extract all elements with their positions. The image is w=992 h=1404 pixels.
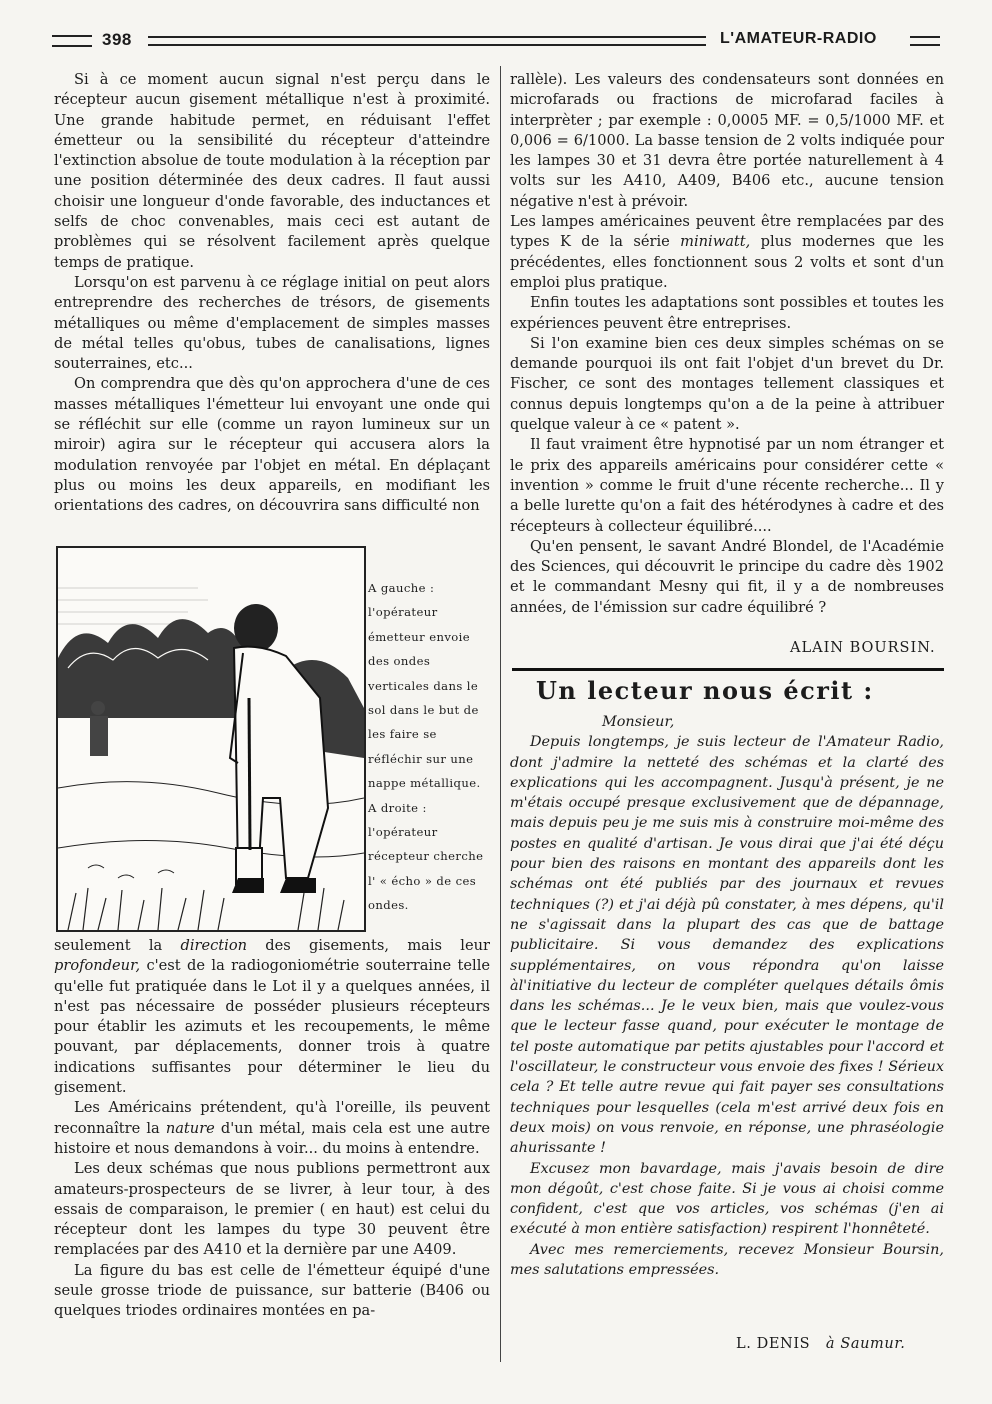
paragraph: Excusez mon bavardage, mais j'avais besoin de dire mon dégoût, c'est chose faite. Si je vous ai choisi comme confident, c'est que vos articles, vos schémas (j'en ai exécuté à mon entière satisfaction) respirent l'honnêteté. <box>510 1160 944 1238</box>
paragraph: Les lampes américaines peuvent être remplacées par des types K de la série miniwatt, plus modernes que les précédentes, elles fonctionnent sous 2 volts et sont d'un emploi plus pratique. <box>510 213 944 291</box>
signature-place: à Saumur. <box>825 1336 906 1352</box>
page-number: 398 <box>102 30 132 49</box>
reader-letter <box>510 712 944 1280</box>
paragraph: Enfin toutes les adaptations sont possibles et toutes les expériences peuvent être entreprises. <box>510 294 944 332</box>
paragraph: La figure du bas est celle de l'émetteur équipé d'une seule grosse triode de puissance, sur batterie (B406 ou quelques triodes ordinaires montées en pa- <box>54 1261 490 1320</box>
paragraph: Les deux schémas que nous publions permettront aux amateurs-prospecteurs de se livrer, à leur tour, à des essais de comparaison, le premier ( en haut) est celui du récepteur dont les lampes du type 30 peuvent être remplacées par des A410 et la dernière par une A409. <box>54 1160 490 1259</box>
paragraph: rallèle). Les valeurs des condensateurs sont données en microfarads ou fractions de microfarad faciles à interprèter ; par exemple : 0,0005 MF. = 0,5/1000 MF. et 0,006 = 6/1000. La basse tension de 2 volts indiquée pour les lampes 30 et 31 devra être portée naturellement à 4 volts sur les A410, A409, B406 etc., aucune tension négative n'est à prévoir. <box>510 71 944 210</box>
prospector-illustration <box>58 548 364 930</box>
paragraph: Si à ce moment aucun signal n'est perçu dans le récepteur aucun gisement métallique n'est à proximité. Une grande habitude permet, en réduisant l'effet émetteur ou la sensibilité du récepteur d'atteindre l'extinction absolue de toute modulation à la réception par une position déterminée des deux cadres. Il faut aussi choisir une longueur d'onde favorable, des inductances et selfs de choc convenables, mais ceci est autant de problèmes qui se résolvent facilement après quelque temps de pratique. <box>54 71 490 271</box>
page-header <box>52 30 944 52</box>
paragraph: Les Américains prétendent, qu'à l'oreille, ils peuvent reconnaître la nature d'un métal, mais cela est une autre histoire et nous demandons à voir... du moins à entendre. <box>54 1099 490 1157</box>
letter-heading: Un lecteur nous écrit : <box>536 676 874 705</box>
header-rule-left <box>52 35 92 47</box>
column-divider <box>500 66 501 1362</box>
letter-signature <box>736 1336 905 1352</box>
left-column-top <box>54 70 490 517</box>
paragraph: Qu'en pensent, le savant André Blondel, de l'Académie des Sciences, qui découvrit le principe du cadre dès 1902 et le commandant Mesny qui fit, il y a de nombreuses années, de l'émission sur cadre équilibré ? <box>510 537 944 616</box>
paragraph: Il faut vraiment être hypnotisé par un nom étranger et le prix des appareils américains pour considérer cette « invention » comme le fruit d'une récente recherche... Il y a belle lurette qu'on a fait des hétérodynes à cadre et des récepteurs à collecteur équilibré.... <box>510 436 944 535</box>
paragraph: Si l'on examine bien ces deux simples schémas on se demande pourquoi ils ont fait l'objet d'un brevet du Dr. Fischer, ce sont des montages tellement classiques et connus depuis longtemps qu'on a de la peine à attribuer quelque valeur à ce « patent ». <box>510 334 944 434</box>
letter-salutation: Monsieur, <box>602 714 675 730</box>
illustration-figure <box>56 546 366 932</box>
section-rule <box>512 668 944 671</box>
paragraph: Depuis longtemps, je suis lecteur de l'Amateur Radio, dont j'admire la netteté des schémas et la clarté des explications qui les accompagnent. Jusqu'à présent, je ne m'étais occupé presque exclusivement que de dépannage, mais depuis peu je me suis mis à construire moi-même des postes en qualité d'artisan. Je vous dirai que j'ai été déçu pour bien des raisons en montant des appareils dont les schémas ont été publiés par des journaux et revues techniques (?) et j'ai déjà pû constater, à mes dépens, qu'il ne s'agissait dans la plupart des cas que de battage publicitaire. Si vous demandez des explications supplémentaires, on vous répondra qu'on laisse àl'initiative du lecteur de compléter quelques détails ômis dans les schémas... Je le veux bien, mais que voulez-vous que le lecteur fasse quand, pour exécuter le montage de tel poste automatique par petits ajustables pour l'accord et l'oscillateur, le constructeur vous envoie des fixes ! Sérieux cela ? Et telle autre revue qui fait payer ses consultations techniques pour lesquelles (cela m'est arrivé deux fois en deux mois) on vous renvoie, en réponse, une phraséologie ahurissante ! <box>510 734 944 1157</box>
journal-title: L'AMATEUR-RADIO <box>720 30 877 47</box>
left-column-bottom <box>54 936 490 1322</box>
paragraph: Avec mes remerciements, recevez Monsieur Boursin, mes salutations empressées. <box>510 1241 944 1279</box>
paragraph: On comprendra que dès qu'on approchera d'une de ces masses métalliques l'émetteur lui envoyant une onde qui se réfléchit sur elle (comme un rayon lumineux sur un miroir) agira sur le récepteur qui accusera alors la modulation renvoyée par l'objet en métal. En déplaçant plus ou moins les deux appareils, en modifiant les orientations des cadres, on découvrira sans difficulté non <box>54 375 490 515</box>
header-rule-middle <box>148 36 706 46</box>
figure-caption: A gauche : l'opérateur émetteur envoie des ondes verticales dans le sol dans le but de les faire se réfléchir sur une nappe métallique. A droite : l'opérateur récepteur cherche l' « écho » de ces ondes. <box>368 581 484 913</box>
paragraph: seulement la direction des gisements, mais leur profondeur, c'est de la radiogoniométrie souterraine telle qu'elle fut pratiquée dans le Lot il y a quelques années, il n'est pas nécessaire de posséder plusieurs récepteurs pour établir les azimuts et les recoupements, le même pouvant, par déplacements, donner trois à quatre indications suffisantes pour déterminer le lieu du gisement. <box>54 937 490 1097</box>
author-signature: ALAIN BOURSIN. <box>790 640 936 656</box>
paragraph: Lorsqu'on est parvenu à ce réglage initial on peut alors entreprendre des recherches de trésors, de gisements métalliques ou même d'emplacement de simples masses de métal telles qu'obus, tubes de canalisations, lignes souterraines, etc... <box>54 273 490 373</box>
right-column <box>510 70 944 618</box>
header-rule-right <box>910 36 940 46</box>
signature-name: L. DENIS <box>736 1336 811 1352</box>
